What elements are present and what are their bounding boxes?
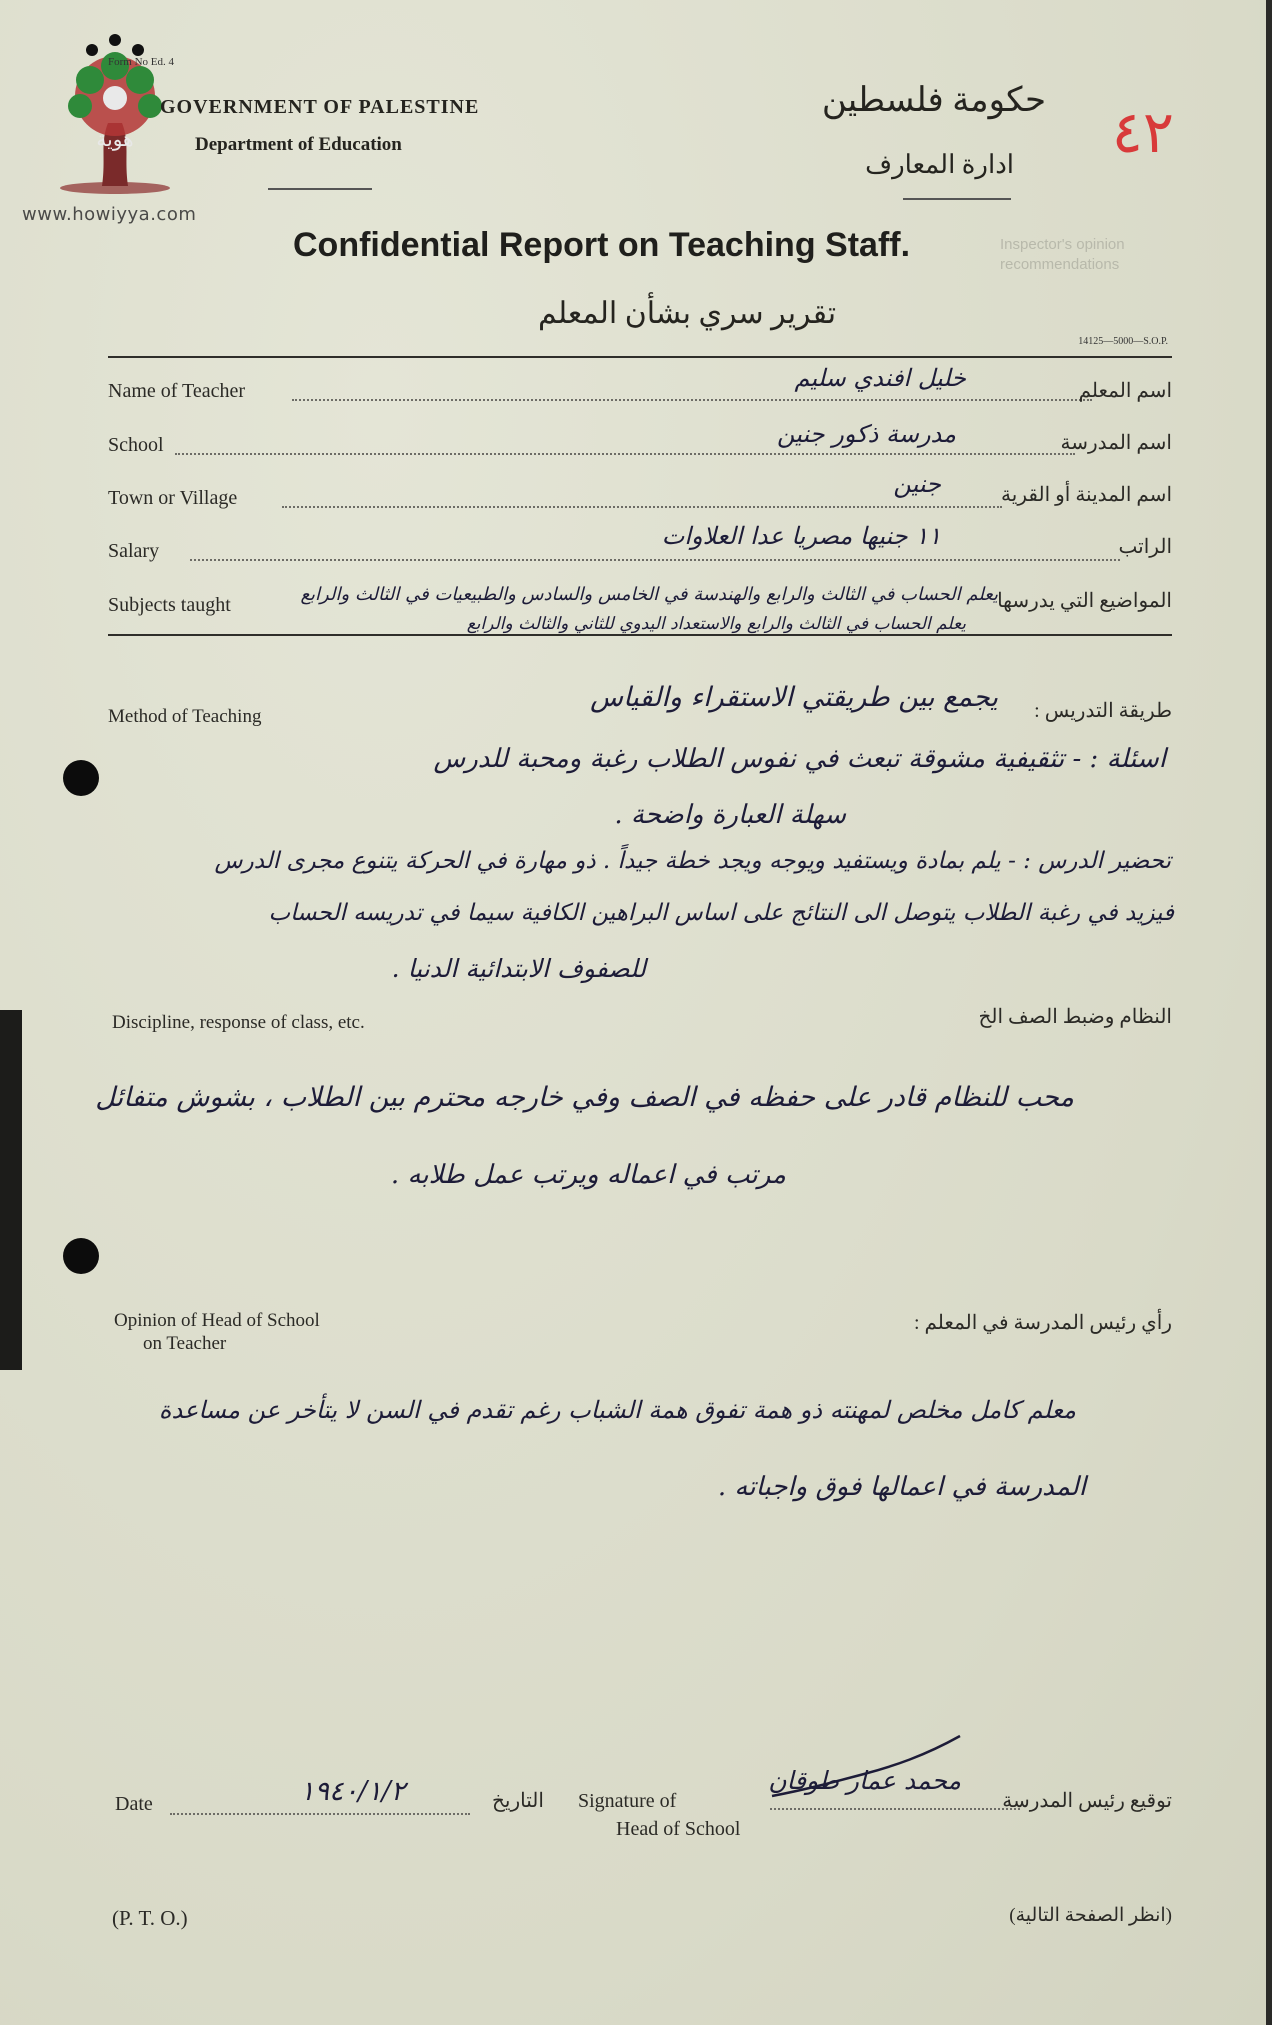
label-school-ar: اسم المدرسة [1060,432,1172,454]
method-line: فيزيد في رغبة الطلاب يتوصل الى النتائج على اساس البراهين الكافية سيما في تدريسه الحساب [268,900,1174,926]
town-value: جنين [893,470,941,498]
label-opinion-head-line2: on Teacher [143,1333,227,1354]
label-discipline-ar: النظام وضبط الصف الخ [978,1006,1172,1028]
label-opinion-ar: رأي رئيس المدرسة في المعلم : [913,1312,1172,1334]
punch-hole [63,760,99,796]
method-line: يجمع بين طريقتي الاستقراء والقياس [590,682,998,713]
form-number: Form No Ed. 4 [108,56,174,68]
label-town-or-village: Town or Village [108,487,238,509]
government-heading: GOVERNMENT OF PALESTINE [160,96,480,118]
bleed-through-text: recommendations [1000,256,1120,273]
salary-value: ١١ جنيها مصريا عدا العلاوات [661,522,941,550]
label-method-ar: طريقة التدريس : [1034,700,1172,722]
signature-value: محمد عمار طوقان [768,1766,961,1795]
label-date: Date [115,1793,153,1815]
handwritten-page-number: ٤٢ [1111,98,1174,166]
teacher-name-value: خليل افندي سليم [794,364,966,392]
fields-rule [108,634,1172,636]
dotted-line [190,559,1120,561]
title-rule [108,356,1172,358]
discipline-line: محب للنظام قادر على حفظه في الصف وفي خارجه محترم بين الطلاب ، بشوش متفائل [95,1082,1074,1113]
label-subjects-ar: المواضيع التي يدرسها [997,590,1172,612]
discipline-line: مرتب في اعماله ويرتب عمل طلابه . [390,1160,786,1190]
dotted-line [282,506,1002,508]
logo-text: هوية [96,127,134,151]
label-subjects-taught: Subjects taught [108,594,231,616]
label-town-ar: اسم المدينة أو القرية [1001,484,1172,506]
opinion-line: المدرسة في اعمالها فوق واجباته . [717,1472,1086,1502]
label-salary-ar: الراتب [1118,536,1172,558]
method-line: للصفوف الابتدائية الدنيا . [391,954,646,983]
report-title: Confidential Report on Teaching Staff. [293,226,911,264]
arabic-government-heading: حكومة فلسطين [821,82,1046,119]
method-line: سهلة العبارة واضحة . [614,800,846,830]
label-signature: Signature of [578,1790,677,1812]
subjects-value-line1: يعلم الحساب في الثالث والرابع والهندسة في الخامس والسادس والطبيعيات في الثالث والرابع [300,584,998,605]
bleed-through-text: Inspector's opinion [1000,236,1125,253]
arabic-header-divider [903,198,1011,200]
label-head-of-school: Head of School [616,1818,741,1840]
arabic-report-title: تقرير سري بشأن المعلم [538,297,837,330]
label-opinion-head-line1: Opinion of Head of School [114,1310,320,1331]
opinion-line: معلم كامل مخلص لمهنته ذو همة تفوق همة الشباب رغم تقدم في السن لا يتأخر عن مساعدة [158,1396,1076,1424]
please-turn-over-ar: (انظر الصفحة التالية) [1009,1905,1172,1926]
label-signature-ar: توقيع رئيس المدرسة [1002,1790,1172,1812]
dotted-line [292,399,1092,401]
date-value: ١٩٤٠/١/٢ [300,1776,406,1807]
arabic-department-heading: ادارة المعارف [865,150,1014,179]
method-line: تحضير الدرس : - يلم بمادة ويستفيد ويوجه ويجد خطة جيداً . ذو مهارة في الحركة يتنوع مجرى الدرس [214,848,1171,874]
print-code: 14125—5000—S.O.P. [1078,336,1168,347]
scan-shadow [0,1010,22,1370]
dotted-line [175,453,1075,455]
school-value: مدرسة ذكور جنين [777,420,956,448]
label-discipline: Discipline, response of class, etc. [112,1012,365,1033]
label-salary: Salary [108,540,160,562]
subjects-value-line2: يعلم الحساب في الثالث والرابع والاستعداد اليدوي للثاني والثالث والرابع [466,614,966,634]
department-heading: Department of Education [195,134,402,155]
header-divider [268,188,372,190]
label-school: School [108,434,164,456]
dotted-line [170,1813,470,1815]
watermark-url: www.howiyya.com [22,204,197,225]
label-method-of-teaching: Method of Teaching [108,706,262,727]
punch-hole [63,1238,99,1274]
method-line: اسئلة : - تثقيفية مشوقة تبعث في نفوس الطلاب رغبة ومحبة للدرس [433,744,1166,774]
label-date-ar: التاريخ [492,1790,544,1812]
please-turn-over: (P. T. O.) [112,1906,188,1930]
signature-flourish [764,1730,974,1810]
label-name-of-teacher: Name of Teacher [108,380,246,402]
label-name-of-teacher-ar: اسم المعلم [1078,380,1172,402]
